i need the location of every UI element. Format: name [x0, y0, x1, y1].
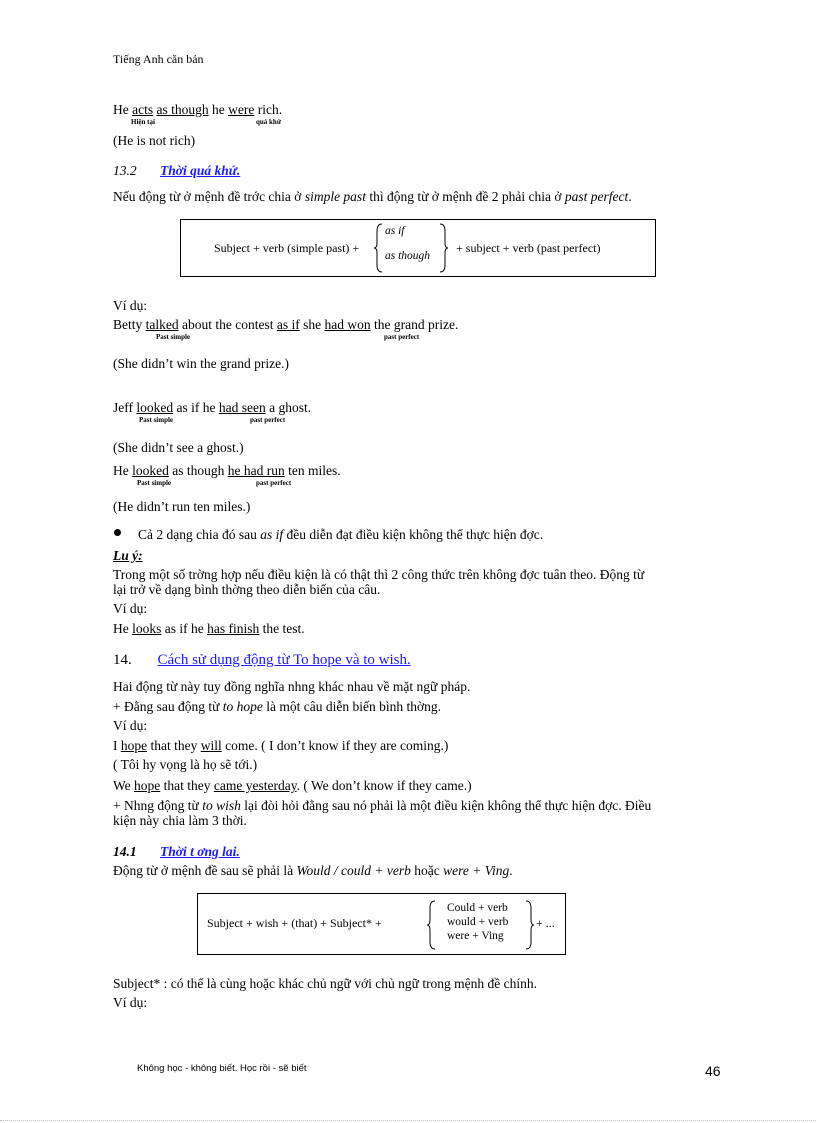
tense-label: Past simple	[156, 333, 191, 341]
tense-label: quá khứ	[256, 118, 282, 126]
section-title[interactable]: Cách sử dụng động từ To hope và to wish.	[157, 652, 411, 668]
bullet-text: Cả 2 dạng chia đó sau as if đều diễn đạt điều kiện không thể thực hiện đợc.	[138, 527, 544, 542]
paragraph: + Đằng sau động từ to hope là một câu diễn biến bình thờng.	[113, 699, 442, 714]
example-label: Ví dụ:	[113, 601, 148, 616]
tense-label: past perfect	[250, 416, 286, 424]
right-brace-icon	[439, 223, 449, 273]
option: Could + verb	[447, 902, 508, 914]
paragraph: kiện này chia làm 3 thời.	[113, 813, 247, 828]
paragraph: Subject* : có thể là cùng hoặc khác chủ ngữ với chủ ngữ trong mệnh đề chính.	[113, 976, 538, 991]
example-note: (He is not rich)	[113, 133, 196, 148]
section-title[interactable]: Thời t ơng lai.	[160, 844, 240, 859]
paragraph: ( Tôi hy vọng là họ sẽ tới.)	[113, 757, 258, 772]
example-line: He looked as though he had run ten miles.	[113, 463, 341, 478]
paragraph: lại trở về dạng bình thờng theo diễn biến của câu.	[113, 582, 381, 597]
tense-label: past perfect	[256, 479, 292, 487]
formula-right: + ...	[536, 916, 555, 930]
example-note: (She didn’t win the grand prize.)	[113, 356, 289, 371]
tense-label: past perfect	[384, 333, 420, 341]
example-label: Ví dụ:	[113, 718, 148, 733]
paragraph: + Nhng động từ to wish lại đòi hỏi đằng sau nó phải là một điều kiện không thể thực hiện đợc. Điều	[113, 798, 652, 813]
paragraph: Trong một số trờng hợp nếu điều kiện là có thật thì 2 công thức trên không đợc tuân theo. Động từ	[113, 567, 645, 582]
example-note: (He didn’t run ten miles.)	[113, 499, 251, 514]
page-number: 46	[705, 1063, 721, 1079]
formula-right: + subject + verb (past perfect)	[456, 241, 601, 255]
bullet-icon	[114, 529, 121, 536]
example-note: (She didn’t see a ghost.)	[113, 440, 244, 455]
example-line: We hope that they came yesterday. ( We don’t know if they came.)	[113, 778, 472, 793]
paragraph: Nếu động từ ở mệnh đề trớc chia ở simple past thì động từ ở mệnh đề 2 phải chia ở past perfect.	[113, 189, 632, 204]
option: as if	[385, 225, 405, 237]
formula-left: Subject + verb (simple past) +	[214, 241, 360, 255]
tense-label: Past simple	[137, 479, 172, 487]
left-brace-icon	[426, 900, 436, 950]
option: would + verb	[447, 916, 509, 928]
note-title: Lu ý:	[113, 548, 143, 563]
section-title[interactable]: Thời quá khứ.	[160, 163, 241, 178]
formula-left: Subject + wish + (that) + Subject* +	[207, 916, 382, 930]
page-divider	[0, 1120, 816, 1121]
paragraph: Hai động từ này tuy đồng nghĩa nhng khác nhau về mặt ngữ pháp.	[113, 679, 471, 694]
example-line: Jeff looked as if he had seen a ghost.	[113, 400, 312, 415]
section-heading: 14. Cách sử dụng động từ To hope và to wish.	[113, 652, 411, 668]
example-label: Ví dụ:	[113, 298, 148, 313]
formula-box	[197, 893, 566, 955]
section-heading: 14.1 Thời t ơng lai.	[113, 844, 240, 859]
running-header: Tiếng Anh căn bản	[113, 52, 204, 66]
formula-box	[180, 219, 656, 277]
section-heading: 13.2 Thời quá khứ.	[113, 163, 241, 178]
footer-slogan: Không học - không biết. Học rồi - sẽ biết	[137, 1063, 307, 1074]
paragraph: Động từ ở mệnh đề sau sẽ phải là Would / could + verb hoặc were + Ving.	[113, 863, 513, 878]
tense-label: Past simple	[139, 416, 174, 424]
example-label: Ví dụ:	[113, 995, 148, 1010]
left-brace-icon	[373, 223, 383, 273]
option: were + Ving	[447, 930, 504, 942]
tense-label: Hiện tại	[131, 118, 155, 126]
right-brace-icon	[525, 900, 535, 950]
example-line: He acts as though he were rich.	[113, 102, 283, 117]
example-line: I hope that they will come. ( I don’t know if they are coming.)	[113, 738, 449, 753]
example-line: He looks as if he has finish the test.	[113, 621, 305, 636]
example-line: Betty talked about the contest as if she had won the grand prize.	[113, 317, 459, 332]
option: as though	[385, 250, 431, 262]
